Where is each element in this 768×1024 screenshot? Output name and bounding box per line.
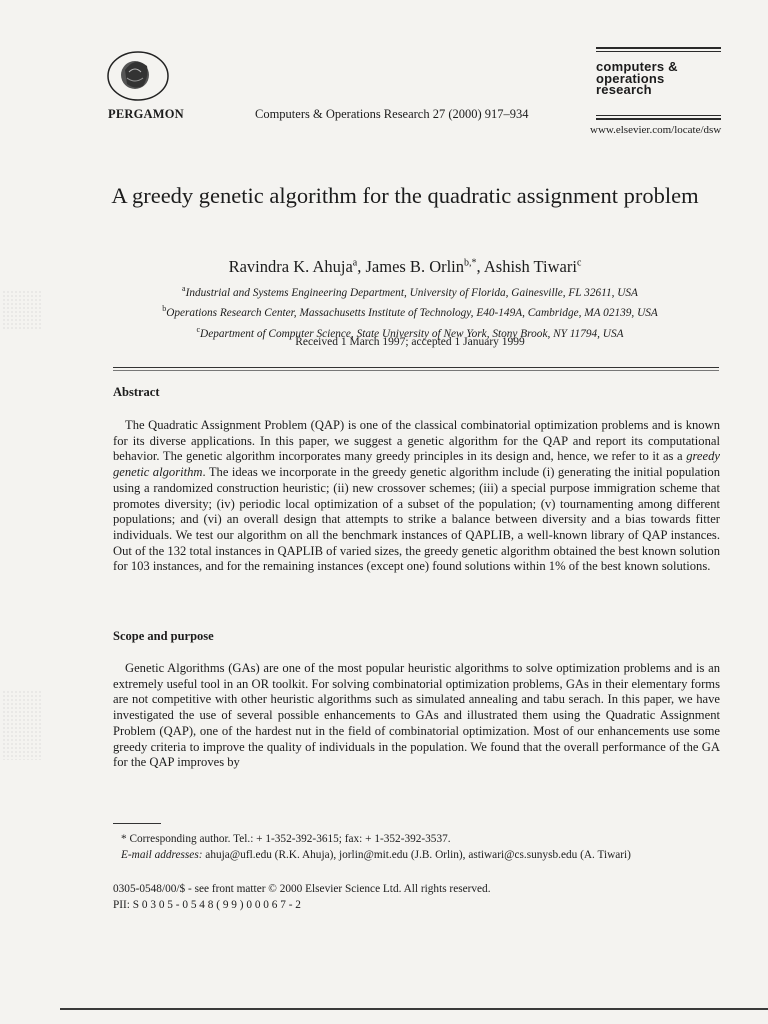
journal-rule bbox=[596, 51, 721, 52]
affiliation-text: Industrial and Systems Engineering Department, University of Florida, Gainesville, FL 32611, USA bbox=[185, 286, 638, 299]
corresponding-author-note: * Corresponding author. Tel.: + 1-352-392-3615; fax: + 1-352-392-3537. bbox=[121, 833, 451, 845]
abstract-italic: greedy genetic algorithm bbox=[113, 449, 720, 480]
abstract-text: The Quadratic Assignment Problem (QAP) is one of the classical combinatorial optimization problems and is known for its diverse applications. In this paper, we suggest a genetic algorithm for the QAP and report its computational behavior. The genetic algorithm incorporates many greedy principles in its design and, hence, we refer to it as a bbox=[113, 418, 720, 464]
affiliation bbox=[100, 301, 720, 321]
affiliations bbox=[100, 281, 720, 342]
publisher-name: PERGAMON bbox=[108, 107, 184, 121]
journal-url[interactable]: www.elsevier.com/locate/dsw bbox=[590, 124, 722, 136]
journal-rule bbox=[596, 118, 721, 120]
affiliation-text: Operations Research Center, Massachusetts Institute of Technology, E40-149A, Cambridge, MA 02139, USA bbox=[166, 307, 658, 320]
footnote-divider bbox=[113, 823, 161, 824]
received-dates: Received 1 March 1997; accepted 1 January 1999 bbox=[295, 336, 525, 348]
copyright-line: 0305-0548/00/$ - see front matter © 2000 Elsevier Science Ltd. All rights reserved. bbox=[113, 883, 491, 895]
footnotes bbox=[113, 832, 733, 863]
pii-line: PII: S 0 3 0 5 - 0 5 4 8 ( 9 9 ) 0 0 0 6 7 - 2 bbox=[113, 898, 301, 911]
journal-bottom-rules bbox=[596, 115, 721, 122]
journal-name-line: operations bbox=[596, 70, 665, 86]
affiliation bbox=[100, 281, 720, 301]
journal-logo-block bbox=[596, 47, 721, 96]
email-text: ahuja@ufl.edu (R.K. Ahuja), jorlin@mit.edu (J.B. Orlin), astiwari@cs.sunysb.edu (A. Tiwari) bbox=[202, 848, 631, 861]
affiliation-sup: a bbox=[182, 284, 186, 293]
author-list: Ravindra K. Ahuja$^a$, James B. Orlin$^{b,*}$, Ashish Tiwari$^c$ bbox=[228, 257, 582, 276]
scope-body bbox=[113, 661, 720, 771]
affiliation-sup: c bbox=[196, 324, 201, 334]
email-label: E-mail addresses: bbox=[121, 848, 203, 861]
scan-artifact bbox=[2, 690, 42, 760]
paper-title: A greedy genetic algorithm for the quadratic assignment problem bbox=[111, 183, 699, 208]
page-bottom-rule bbox=[60, 1008, 768, 1010]
abstract-body bbox=[113, 418, 720, 575]
journal-name-line: research bbox=[596, 82, 652, 97]
copyright-block bbox=[113, 882, 733, 913]
divider bbox=[113, 367, 719, 368]
journal-rule bbox=[596, 47, 721, 49]
scope-heading: Scope and purpose bbox=[113, 629, 214, 643]
scope-text: Genetic Algorithms (GAs) are one of the most popular heuristic algorithms to solve optimization problems and is an extremely useful tool in an OR toolkit. For solving combinatorial optimization problems, GAs in their elementary forms are not competitive with other heuristic algorithms such as simulated annealing and tabu serach. In this paper, we have investigated the use of several possible enhancements to GAs and illustrated them using the Quadratic Assignment Problem (QAP), one of the hardest nut in the field of combinatorial optimization. Most of our enhancements use some greedy criteria to improve the quality of individuals in the population. We found that the overall performance of the GA for the QAP improves by bbox=[113, 661, 720, 770]
author-name: Ashish Tiwari bbox=[483, 257, 577, 276]
pergamon-logo bbox=[105, 50, 171, 102]
divider bbox=[113, 370, 719, 371]
author-name: Ravindra K. Ahuja bbox=[228, 257, 353, 276]
affiliation-sup: b bbox=[162, 304, 167, 314]
email-note bbox=[113, 848, 733, 864]
scan-artifact bbox=[2, 290, 42, 330]
abstract-heading: Abstract bbox=[113, 385, 160, 399]
author-sup: c bbox=[576, 257, 582, 269]
author-sup: a bbox=[352, 257, 358, 269]
author-sup: b,* bbox=[464, 257, 477, 269]
journal-rule bbox=[596, 115, 721, 116]
author-name: James B. Orlin bbox=[365, 257, 465, 276]
abstract-text: . The ideas we incorporate in the greedy genetic algorithm include (i) generating the initial population using a randomized construction heuristic; (ii) new crossover schemes; (iii) a special purpose immigration scheme that promotes diversity; (iv) periodic local optimization of a subset of the population; (v) tournamenting among different populations; and (vi) an overall design that attempts to strike a balance between diversity and a bias towards fitter individuals. We test our algorithm on all the benchmark instances of QAPLIB, a well-known library of QAP instances. Out of the 132 total instances in QAPLIB of varied sizes, the greedy genetic algorithm obtained the best known solution for 103 instances, and for the remaining instances (except one) found solutions within 1% of the best known solutions. bbox=[113, 465, 720, 574]
journal-name-line: computers & bbox=[596, 59, 678, 74]
journal-name bbox=[596, 61, 721, 96]
journal-citation: Computers & Operations Research 27 (2000) 917–934 bbox=[255, 107, 529, 121]
affiliation-text: Department of Computer Science, State University of New York, Stony Brook, NY 11794, USA bbox=[200, 327, 624, 340]
